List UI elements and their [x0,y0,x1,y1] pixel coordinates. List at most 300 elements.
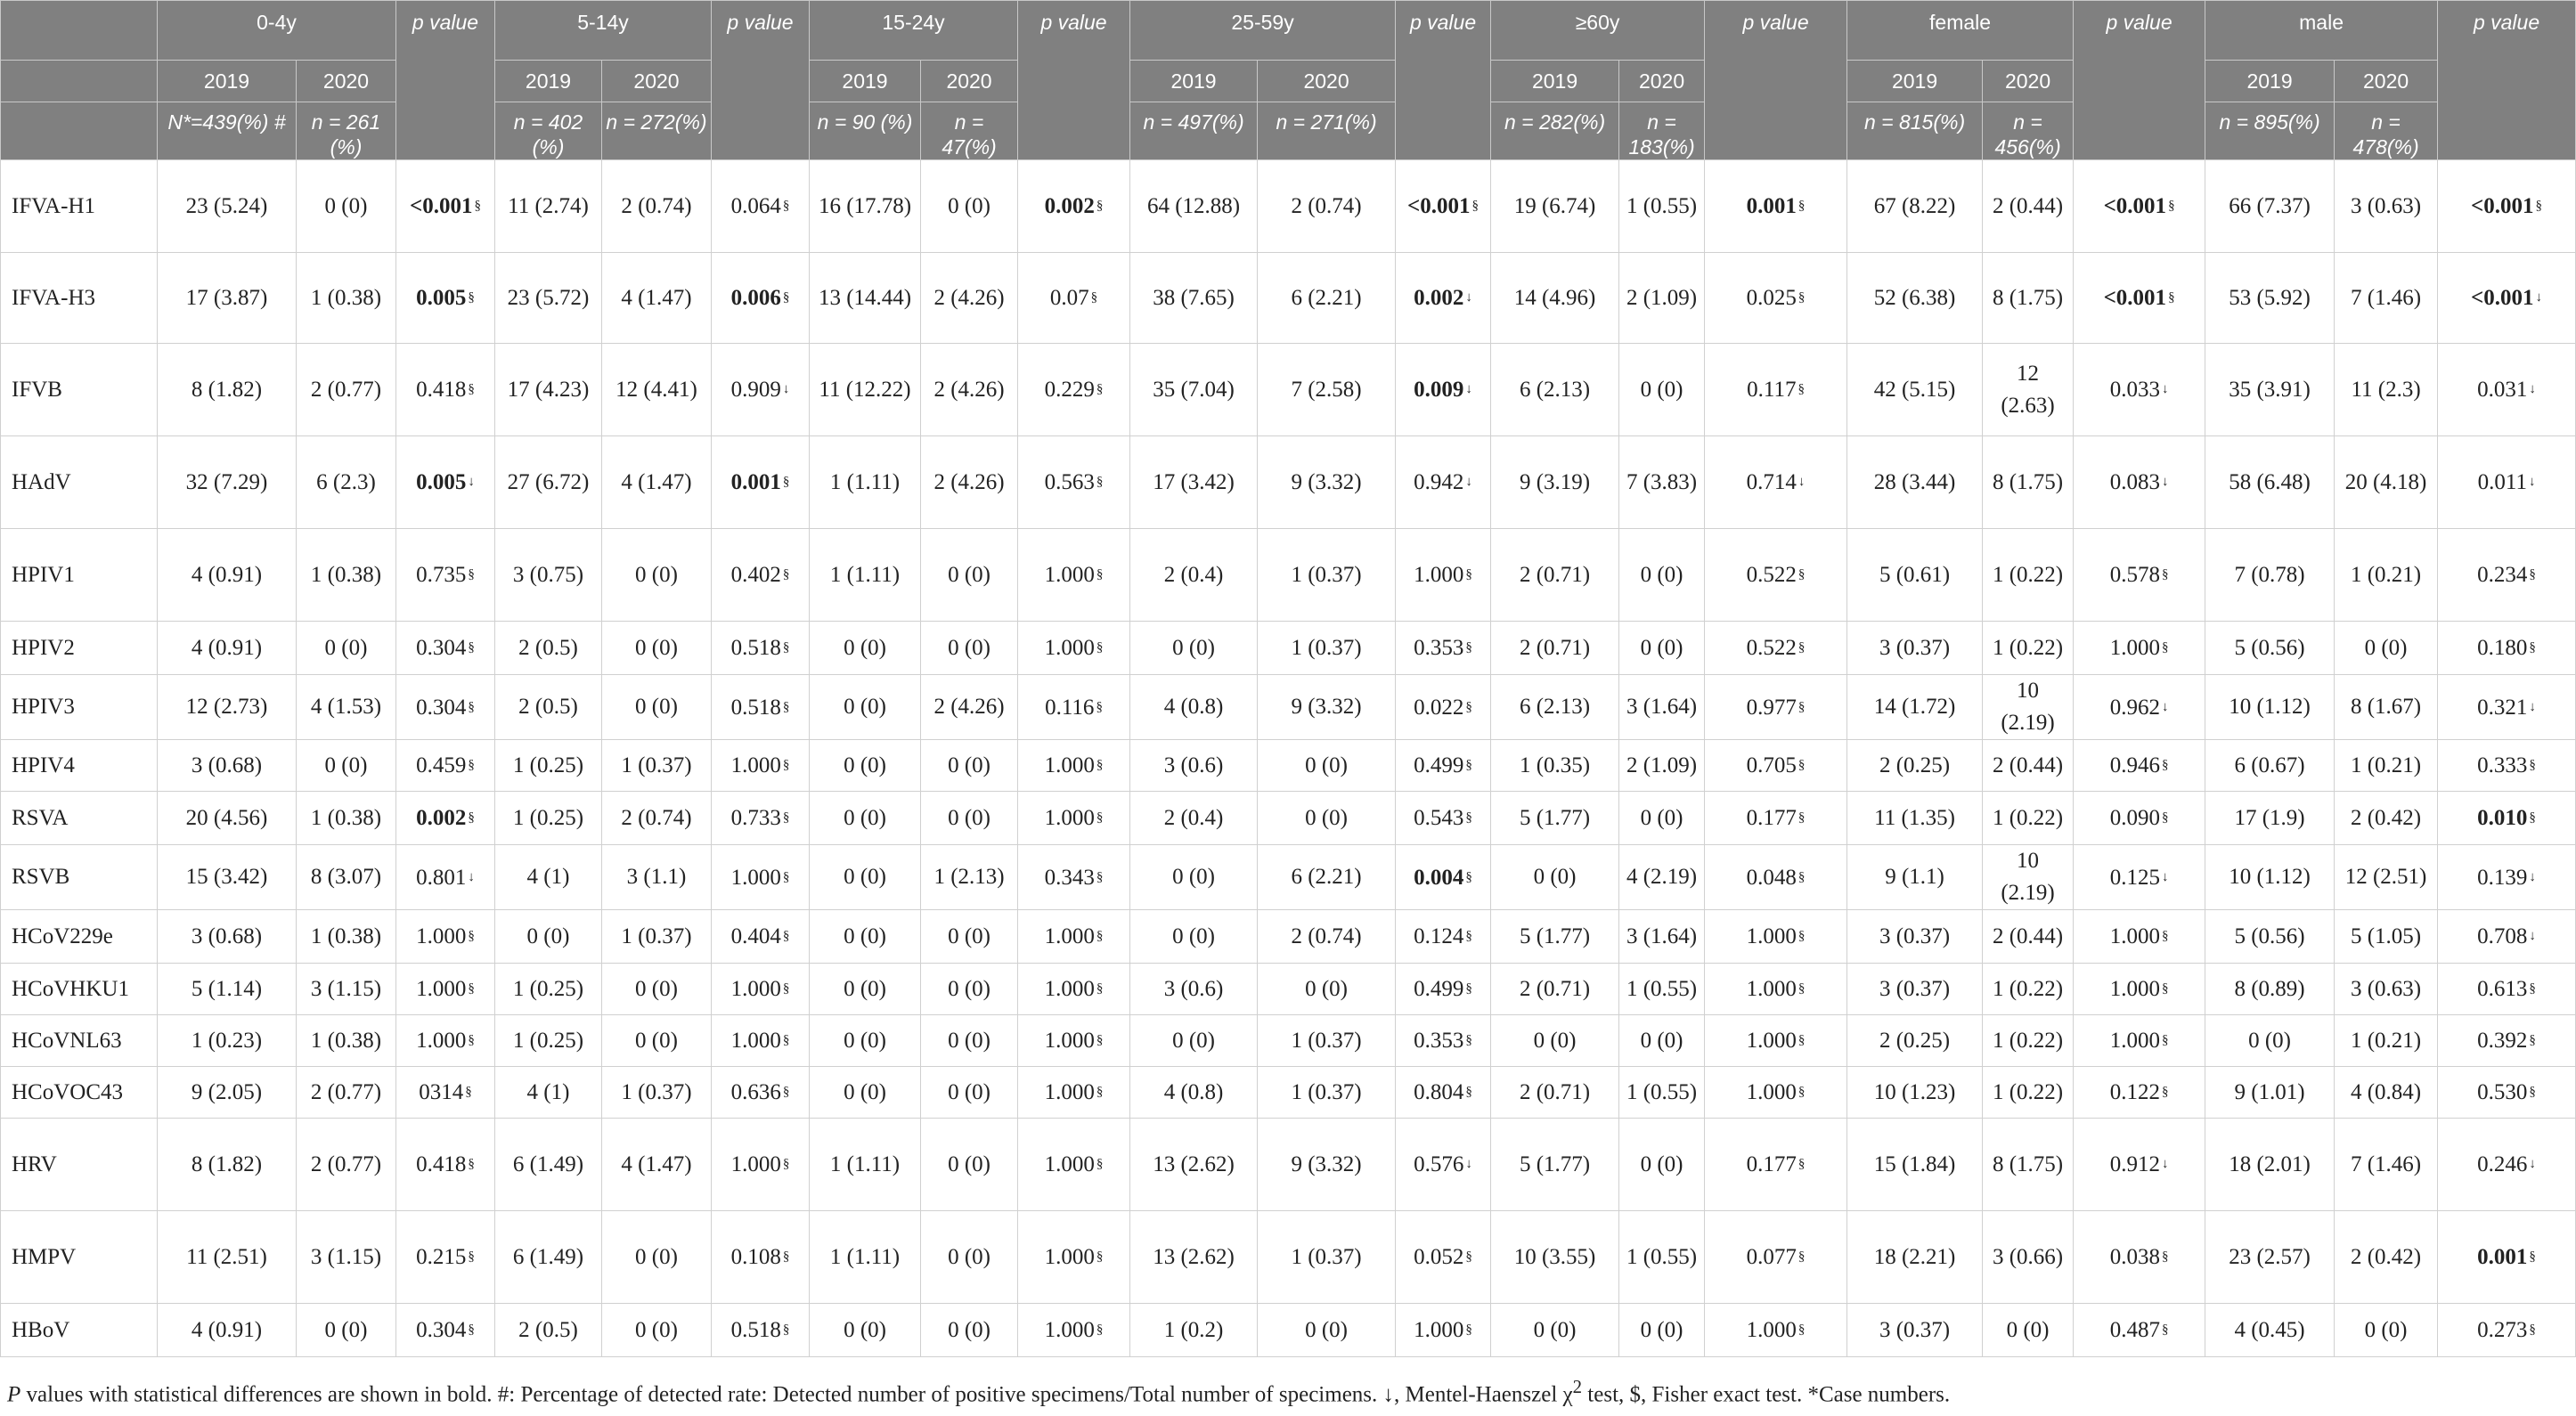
test-marker: § [782,1157,790,1171]
p-value-cell [712,845,810,910]
count-2019: 42 (5.15) [1847,344,1983,436]
test-marker: ↓ [2529,869,2536,884]
count-2020: 2 (0.42) [2335,1211,2438,1304]
test-marker: § [468,699,475,714]
count-2019: 2 (0.5) [495,622,602,675]
header-year-2019: 2019 [1130,61,1258,102]
p-value-cell [1396,1211,1491,1304]
p-value-cell [1396,675,1491,740]
p-value: 0.333 [2477,753,2528,777]
count-2020: 2 (4.26) [921,253,1018,344]
p-value-cell [2074,675,2205,740]
count-2019: 2 (0.71) [1491,622,1619,675]
p-value: 0.124 [1414,924,1464,948]
header-sample-size: n = 183(%) [1619,102,1705,160]
p-value-cell [2438,344,2576,436]
count-2019: 0 (0) [2205,1015,2335,1067]
p-value: 0.543 [1414,806,1464,830]
count-2019: 0 (0) [495,910,602,964]
count-2019: 10 (3.55) [1491,1211,1619,1304]
p-value: 1.000 [1746,924,1797,948]
p-value-cell [2438,529,2576,622]
p-value-cell [2074,792,2205,845]
header-sample-size: n = 895(%) [2205,102,2335,160]
count-2020: 0 (0) [1258,792,1396,845]
p-value: 1.000 [1044,1318,1095,1342]
p-value-cell [1018,1119,1130,1211]
count-2020: 2 (0.44) [1983,740,2074,792]
count-2019: 4 (0.91) [158,529,297,622]
count-2019: 9 (3.19) [1491,436,1619,529]
p-value: 1.000 [1044,636,1095,660]
count-2020: 3 (1.64) [1619,675,1705,740]
p-value: 0.804 [1414,1080,1464,1104]
test-marker: § [782,290,790,305]
header-group-5: female [1847,1,2074,61]
p-value-cell [396,436,495,529]
test-marker: § [2161,567,2169,582]
count-2020: 7 (1.46) [2335,253,2438,344]
test-marker: § [782,929,790,943]
header-year-2020: 2020 [1619,61,1705,102]
count-2020: 1 (0.38) [297,910,396,964]
p-value-cell [1018,344,1130,436]
p-value-cell [1018,1015,1130,1067]
p-value-cell [712,1015,810,1067]
p-value-cell [1018,436,1130,529]
p-value-cell [1705,1119,1847,1211]
p-value: 0.708 [2477,924,2528,948]
count-2019: 5 (0.61) [1847,529,1983,622]
count-2020: 3 (0.63) [2335,964,2438,1015]
count-2019: 32 (7.29) [158,436,297,529]
p-value: 0.180 [2477,636,2528,660]
count-2019: 3 (0.37) [1847,910,1983,964]
p-value-cell [2074,1067,2205,1119]
count-2019: 7 (0.78) [2205,529,2335,622]
test-marker: § [2529,981,2536,996]
p-value: 1.000 [1414,1318,1464,1342]
virus-name: RSVB [1,845,158,910]
p-value: 0.022 [1414,695,1464,720]
count-2020: 0 (0) [1258,1304,1396,1357]
test-marker: § [1797,810,1806,825]
header-p-value-4: p value [1705,1,1847,160]
p-value-cell [1705,1015,1847,1067]
header-sample-size: n = 497(%) [1130,102,1258,160]
count-2020: 0 (0) [1619,1304,1705,1357]
p-value: 1.000 [1044,806,1095,830]
count-2019: 8 (1.82) [158,344,297,436]
p-value-cell [1705,845,1847,910]
p-value: 1.000 [1044,563,1095,587]
test-marker: § [1797,1249,1806,1264]
header-virus-corner-3 [1,102,158,160]
header-year-2020: 2020 [602,61,712,102]
p-value-cell [1018,845,1130,910]
count-2019: 8 (0.89) [2205,964,2335,1015]
virus-name: IFVB [1,344,158,436]
count-2020: 1 (0.22) [1983,792,2074,845]
p-value-cell [2074,160,2205,253]
test-marker: § [1096,810,1104,825]
count-2019: 4 (1) [495,1067,602,1119]
table-row [1,344,2576,436]
header-sample-size: n = 272(%) [602,102,712,160]
count-2020: 0 (0) [921,910,1018,964]
p-value: 0.735 [416,563,467,587]
p-value: 0.343 [1044,865,1095,890]
test-marker: § [782,758,790,772]
count-2020: 1 (0.37) [1258,1015,1396,1067]
test-marker: § [1797,981,1806,996]
test-marker: § [1465,1322,1472,1337]
count-2019: 0 (0) [810,792,921,845]
p-value: 0.234 [2477,563,2528,587]
header-year-2019: 2019 [2205,61,2335,102]
test-marker: § [1465,640,1472,655]
test-marker: ↓ [2528,475,2536,489]
p-value: 1.000 [730,1029,781,1053]
count-2019: 13 (2.62) [1130,1119,1258,1211]
test-marker: ↓ [1465,1157,1472,1171]
count-2019: 0 (0) [1491,1304,1619,1357]
count-2020: 12 (2.63) [1983,344,2074,436]
p-value: 0.578 [2109,563,2160,587]
p-value-cell [1396,344,1491,436]
count-2020: 1 (0.37) [1258,622,1396,675]
p-value-cell [712,1067,810,1119]
count-2019: 10 (1.12) [2205,845,2335,910]
virus-name: HCoVNL63 [1,1015,158,1067]
test-marker: § [1096,475,1104,489]
p-value-cell [712,1304,810,1357]
header-p-value-5: p value [2074,1,2205,160]
p-value-cell [396,845,495,910]
count-2020: 10 (2.19) [1983,845,2074,910]
p-value: 0.705 [1746,753,1797,777]
footnote-text: values with statistical differences are shown in bold. #: Percentage of detected rate: Detected number of positive specimens/Total number of specimens. ↓, Mentel-Haenszel χ [20,1382,1573,1407]
test-marker: § [2529,1249,2536,1264]
count-2020: 1 (0.22) [1983,622,2074,675]
count-2020: 7 (3.83) [1619,436,1705,529]
p-value: 0.801 [416,865,467,890]
p-value-cell [2438,845,2576,910]
count-2020: 0 (0) [921,1067,1018,1119]
count-2019: 1 (1.11) [810,1119,921,1211]
table-row [1,436,2576,529]
p-value: <0.001 [1407,194,1471,218]
header-sample-size: n = 282(%) [1491,102,1619,160]
header-sample-size: n = 478(%) [2335,102,2438,160]
test-marker: § [1797,1085,1806,1099]
count-2019: 0 (0) [1130,910,1258,964]
count-2020: 4 (2.19) [1619,845,1705,910]
count-2020: 0 (0) [2335,622,2438,675]
virus-name: HPIV2 [1,622,158,675]
count-2019: 4 (0.8) [1130,1067,1258,1119]
count-2019: 12 (2.73) [158,675,297,740]
count-2019: 16 (17.78) [810,160,921,253]
count-2020: 2 (0.74) [602,792,712,845]
p-value: 0.459 [416,753,467,777]
table-row [1,910,2576,964]
p-value-cell [1018,964,1130,1015]
p-value: 0.912 [2109,1152,2160,1176]
p-value: 1.000 [416,977,467,1001]
test-marker: § [2161,640,2169,655]
test-marker: § [1465,1033,1472,1047]
p-value: 0.522 [1746,636,1797,660]
count-2019: 38 (7.65) [1130,253,1258,344]
footnote-tail: test, $, Fisher exact test. *Case numbers. [1582,1382,1951,1407]
header-group-3: 25-59y [1130,1,1396,61]
count-2019: 1 (0.35) [1491,740,1619,792]
count-2019: 15 (3.42) [158,845,297,910]
count-2020: 0 (0) [602,622,712,675]
p-value: 0.418 [416,1152,467,1176]
header-p-value-6: p value [2438,1,2576,160]
test-marker: § [468,382,475,396]
p-value-cell [2438,964,2576,1015]
p-value: 0.304 [416,1318,467,1342]
test-marker: § [468,981,475,996]
p-value: 1.000 [1044,1152,1095,1176]
count-2019: 2 (0.25) [1847,740,1983,792]
header-sample-size: n = 261 (%) [297,102,396,160]
virus-name: HCoVHKU1 [1,964,158,1015]
header-sample-size: n = 815(%) [1847,102,1983,160]
count-2020: 0 (0) [921,1119,1018,1211]
count-2019: 11 (1.35) [1847,792,1983,845]
test-marker: ↓ [2161,699,2169,714]
p-value-cell [396,964,495,1015]
p-value-cell [2074,1119,2205,1211]
test-marker: § [1096,758,1104,772]
count-2020: 8 (1.75) [1983,253,2074,344]
count-2019: 1 (0.23) [158,1015,297,1067]
count-2020: 20 (4.18) [2335,436,2438,529]
test-marker: § [1096,567,1104,582]
count-2020: 0 (0) [921,740,1018,792]
test-marker: § [468,1322,475,1337]
p-value-cell [2438,792,2576,845]
p-value: 0.518 [730,636,781,660]
p-value-cell [2438,675,2576,740]
header-year-2020: 2020 [1983,61,2074,102]
test-marker: § [2168,290,2175,305]
count-2019: 10 (1.23) [1847,1067,1983,1119]
header-sample-size: n = 47(%) [921,102,1018,160]
virus-name: HCoV229e [1,910,158,964]
p-value: 0.117 [1747,378,1797,402]
p-value-cell [712,792,810,845]
test-marker: ↓ [2529,382,2536,396]
count-2020: 1 (0.38) [297,253,396,344]
virus-name: HRV [1,1119,158,1211]
header-year-2019: 2019 [495,61,602,102]
count-2019: 5 (1.77) [1491,1119,1619,1211]
count-2020: 0 (0) [921,792,1018,845]
p-value: <0.001 [2471,286,2534,310]
count-2020: 2 (4.26) [921,436,1018,529]
virus-name: HAdV [1,436,158,529]
count-2020: 6 (2.21) [1258,253,1396,344]
count-2019: 11 (2.51) [158,1211,297,1304]
p-value-cell [712,740,810,792]
p-value: 0.009 [1414,378,1464,402]
header-group-2: 15-24y [810,1,1018,61]
test-marker: § [468,1033,475,1047]
test-marker: § [1797,929,1806,943]
p-value-cell [2074,529,2205,622]
header-virus-corner [1,1,158,61]
header-year-2020: 2020 [2335,61,2438,102]
count-2020: 2 (4.26) [921,675,1018,740]
p-value: 1.000 [1044,924,1095,948]
table-row [1,1304,2576,1357]
p-value-cell [1705,436,1847,529]
test-marker: ↓ [1797,475,1806,489]
test-marker: § [1465,758,1472,772]
p-value-cell [1396,1067,1491,1119]
p-value: 1.000 [1044,1080,1095,1104]
test-marker: § [1465,929,1472,943]
count-2020: 1 (2.13) [921,845,1018,910]
count-2019: 11 (2.74) [495,160,602,253]
count-2019: 0 (0) [1130,622,1258,675]
count-2019: 0 (0) [810,1304,921,1357]
p-value: 0.177 [1746,806,1797,830]
p-value-cell [1018,675,1130,740]
count-2020: 0 (0) [602,1211,712,1304]
p-value-cell [712,253,810,344]
test-marker: ↓ [1465,475,1472,489]
count-2019: 28 (3.44) [1847,436,1983,529]
header-p-value-0: p value [396,1,495,160]
count-2020: 8 (3.07) [297,845,396,910]
p-value: 1.000 [730,753,781,777]
count-2020: 0 (0) [1619,1015,1705,1067]
count-2019: 0 (0) [1491,845,1619,910]
p-value: 0.064 [730,194,781,218]
count-2019: 67 (8.22) [1847,160,1983,253]
p-value: <0.001 [2103,194,2167,218]
p-value: 0.125 [2109,865,2160,890]
count-2019: 23 (5.72) [495,253,602,344]
count-2019: 17 (4.23) [495,344,602,436]
count-2019: 2 (0.4) [1130,792,1258,845]
p-value: 0.321 [2477,695,2528,720]
p-value: 0.108 [730,1245,781,1269]
count-2019: 17 (3.42) [1130,436,1258,529]
p-value-cell [2074,964,2205,1015]
test-marker: § [1096,1322,1104,1337]
p-value-cell [396,253,495,344]
count-2019: 1 (1.11) [810,436,921,529]
count-2020: 2 (0.74) [1258,910,1396,964]
count-2019: 0 (0) [810,622,921,675]
table-row [1,1015,2576,1067]
test-marker: § [2535,199,2543,213]
count-2019: 18 (2.21) [1847,1211,1983,1304]
p-value-cell [1705,253,1847,344]
p-value-cell [396,910,495,964]
test-marker: § [782,869,790,884]
test-marker: § [2161,1322,2169,1337]
count-2020: 3 (1.64) [1619,910,1705,964]
p-value: 0.714 [1746,470,1797,494]
p-value-cell [1396,845,1491,910]
p-value: 0.229 [1044,378,1095,402]
p-value-cell [1705,792,1847,845]
count-2020: 8 (1.75) [1983,436,2074,529]
count-2019: 2 (0.71) [1491,1067,1619,1119]
count-2020: 4 (0.84) [2335,1067,2438,1119]
count-2019: 3 (0.37) [1847,1304,1983,1357]
p-value-cell [1396,253,1491,344]
p-value: 1.000 [416,924,467,948]
count-2020: 1 (0.38) [297,792,396,845]
p-value-cell [396,622,495,675]
table-footnote [7,1371,1950,1410]
count-2019: 1 (0.25) [495,1015,602,1067]
table-row [1,845,2576,910]
test-marker: § [1465,567,1472,582]
count-2019: 2 (0.25) [1847,1015,1983,1067]
count-2019: 1 (0.25) [495,964,602,1015]
count-2019: 64 (12.88) [1130,160,1258,253]
test-marker: § [1465,810,1472,825]
p-value: 0.177 [1746,1152,1797,1176]
count-2019: 2 (0.5) [495,675,602,740]
p-value-cell [396,1119,495,1211]
header-year-2019: 2019 [1491,61,1619,102]
test-marker: § [1797,1157,1806,1171]
test-marker: § [1096,1033,1104,1047]
count-2019: 10 (1.12) [2205,675,2335,740]
test-marker: ↓ [1465,382,1472,396]
p-value-cell [1018,622,1130,675]
p-value-cell [2438,1015,2576,1067]
p-value-cell [1396,529,1491,622]
header-sample-size: n = 456(%) [1983,102,2074,160]
p-value: 0.005 [416,470,467,494]
p-value: 0.031 [2477,378,2528,402]
p-value-cell [1396,436,1491,529]
p-value-cell [1396,910,1491,964]
count-2019: 5 (1.77) [1491,910,1619,964]
p-value: 0.122 [2109,1080,2160,1104]
p-value: 0.518 [730,1318,781,1342]
p-value-cell [1705,160,1847,253]
test-marker: § [1096,869,1104,884]
test-marker: § [1797,1033,1806,1047]
p-value: 0.946 [2109,753,2160,777]
p-value-cell [1705,910,1847,964]
count-2020: 10 (2.19) [1983,675,2074,740]
count-2020: 0 (0) [921,622,1018,675]
count-2019: 2 (0.71) [1491,529,1619,622]
count-2019: 0 (0) [810,964,921,1015]
test-marker: § [465,1085,472,1099]
count-2020: 0 (0) [1258,740,1396,792]
p-value: 0.077 [1746,1245,1797,1269]
count-2019: 17 (3.87) [158,253,297,344]
p-value: 0.006 [730,286,781,310]
header-sample-size: N*=439(%) # [158,102,297,160]
count-2020: 1 (0.38) [297,529,396,622]
